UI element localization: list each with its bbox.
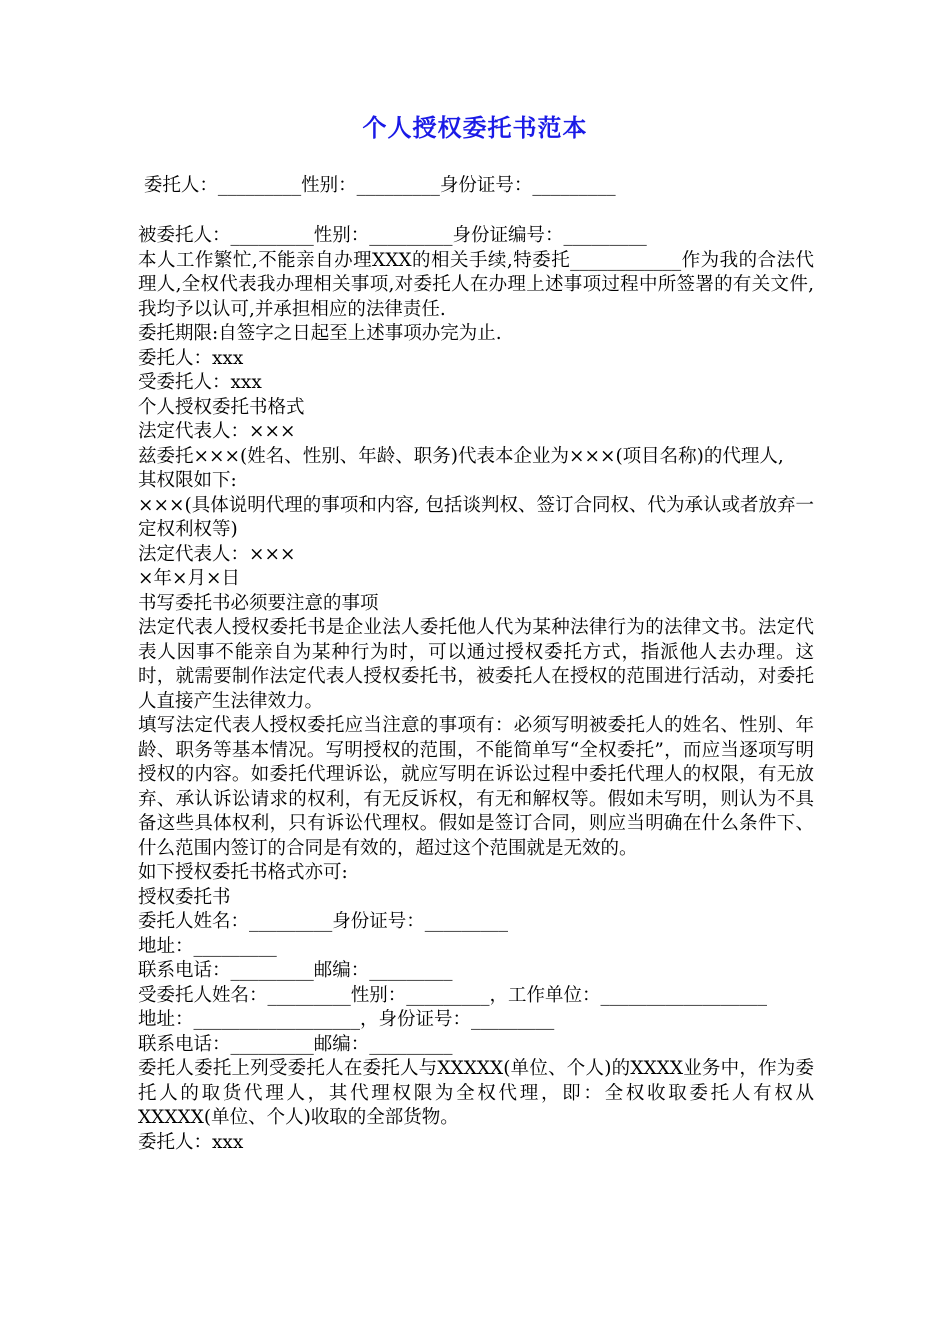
text-line: 委托人：_________性别：_________身份证号：_________ (138, 175, 616, 196)
text-line: 委托人姓名：_________身份证号：_________ (138, 911, 509, 932)
text-paragraph: 法定代表人授权委托书是企业法人委托他人代为某种法律行为的法律文书。法定代表人因事不能亲自为某种行为时，可以通过授权委托方式，指派他人去办理。这时，就需要制作法定代表人授权委托书，被委托人在授权的范围进行活动，对委托人直接产生法律效力。 (138, 617, 814, 712)
document-title: 个人授权委托书范本 (362, 114, 588, 142)
text-line: 受委托人：xxx (138, 372, 262, 393)
text-line: 联系电话：_________邮编：_________ (138, 960, 453, 981)
text-line: 书写委托书必须要注意的事项 (138, 592, 379, 614)
document-body (138, 174, 814, 199)
text-paragraph: 本人工作繁忙,不能亲自办理XXX的相关手续,特委托____________作为我的合法代理人,全权代表我办理相关事项,对委托人在办理上述事项过程中所签署的有关文件,我均予以认可,并承担相应的法律责任. (138, 249, 814, 320)
text-line: 法定代表人：××× (138, 421, 296, 442)
text-line: 地址：__________________，身份证号：_________ (138, 1009, 555, 1030)
text-line: 委托人：xxx (138, 1131, 244, 1153)
text-line: 委托期限:自签字之日起至上述事项办完为止. (138, 323, 502, 344)
text-paragraph: ×××(具体说明代理的事项和内容, 包括谈判权、签订合同权、代为承认或者放弃一定权利权等) (138, 494, 814, 540)
text-line: 委托人：xxx (138, 347, 244, 369)
text-line: 授权委托书 (138, 886, 231, 908)
text-line: 地址：_________ (138, 935, 277, 957)
text-paragraph: 填写法定代表人授权委托应当注意的事项有：必须写明被委托人的姓名、性别、年龄、职务等基本情况。写明授权的范围，不能简单写“全权委托”，而应当逐项写明授权的内容。如委托代理诉讼，就应写明在诉讼过程中委托代理人的权限，有无放弃、承认诉讼请求的权利，有无反诉权，有无和解权等。假如未写明，则认为不具备这些具体权利，只有诉讼代理权。假如是签订合同，则应当明确在什么条件下、什么范围内签订的合同是有效的，超过这个范围就是无效的。 (138, 715, 814, 859)
text-paragraph: 受委托人姓名：_________性别：_________，工作单位：__________________ (138, 984, 768, 1006)
text-line: 如下授权委托书格式亦可: (138, 862, 348, 883)
text-paragraph: 委托人委托上列受委托人在委托人与XXXXX(单位、个人)的XXXX业务中，作为委托人的取货代理人，其代理权限为全权代理，即：全权收取委托人有权从XXXXX(单位、个人)收取的全部货物。 (138, 1058, 814, 1128)
text-paragraph: 兹委托×××(姓名、性别、年龄、职务)代表本企业为×××(项目名称)的代理人, (138, 445, 784, 467)
text-line: 被委托人：_________性别：_________身份证编号：_________ (138, 225, 647, 246)
text-line: 联系电话：_________邮编：_________ (138, 1033, 453, 1055)
text-line: 法定代表人：××× (138, 543, 296, 565)
text-line: 其权限如下: (138, 470, 237, 491)
text-line: ×年×月×日 (138, 568, 241, 589)
text-line: 个人授权委托书格式 (138, 396, 305, 418)
document-body-main (138, 224, 814, 1155)
